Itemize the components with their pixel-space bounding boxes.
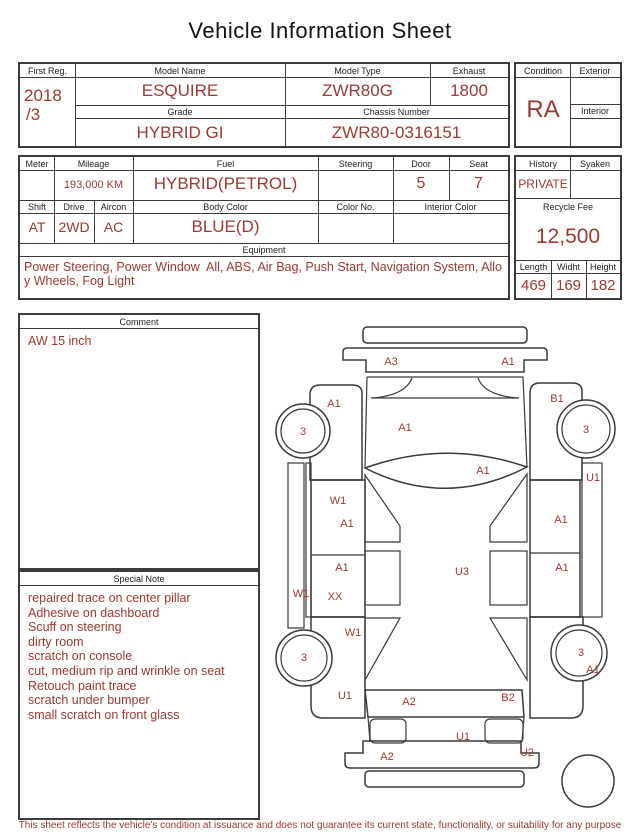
length-label: Length [519, 262, 548, 272]
left-d-pillar [365, 618, 400, 680]
height-value: 182 [590, 277, 616, 294]
page-title: Vehicle Information Sheet [188, 18, 452, 43]
mileage-label: Mileage [77, 159, 110, 169]
note-line: scratch on console [28, 649, 133, 664]
headlights [371, 378, 519, 398]
history-label: History [528, 159, 557, 169]
history-table [514, 155, 622, 300]
drive-value: 2WD [58, 219, 90, 235]
diagram-label-a1: A1 [476, 465, 490, 477]
special-note-label: Special Note [113, 574, 165, 584]
interior-label: Interior [580, 106, 609, 116]
left-roof-rail [365, 551, 400, 605]
note-line: Scuff on steering [28, 620, 122, 635]
drive-label: Drive [63, 202, 85, 212]
syaken-label: Syaken [579, 159, 611, 169]
diagram-label-u2: U2 [519, 747, 535, 759]
first-reg-month: /3 [26, 105, 41, 124]
note-line: repaired trace on center pillar [28, 591, 191, 605]
note-line: dirty room [28, 634, 84, 649]
interior-color-label: Interior Color [424, 202, 477, 212]
note-line: Adhesive on dashboard [28, 605, 160, 620]
seat-value: 7 [474, 175, 483, 192]
diagram-label-w1: W1 [344, 627, 362, 639]
note-line: Retouch paint trace [28, 678, 137, 693]
right-roof-rail [490, 551, 527, 605]
diagram-label-a1: A1 [555, 562, 569, 574]
exhaust-value: 1800 [450, 81, 488, 100]
diagram-label-3: 3 [299, 426, 307, 438]
exterior-label: Exterior [579, 66, 611, 76]
details-table [18, 155, 510, 300]
length-value: 469 [520, 277, 547, 294]
front-bumper [343, 348, 547, 372]
comment-box [18, 313, 260, 570]
mileage-value: 193,000 KM [63, 179, 124, 191]
recycle-fee-value: 12,500 [535, 225, 601, 248]
special-note-lines [28, 591, 225, 722]
model-type-label: Model Type [334, 66, 381, 76]
diagram-label-b1: B1 [550, 393, 564, 405]
right-sill [582, 463, 602, 617]
door-value: 5 [416, 175, 426, 192]
equipment-line2: y Wheels, Fog Light [24, 274, 135, 288]
fuel-value: HYBRID(PETROL) [153, 174, 298, 193]
diagram-label-u1: U1 [455, 731, 471, 743]
note-line: cut, medium rip and wrinkle on seat [28, 663, 225, 678]
diagram-label-a1: A1 [501, 356, 515, 368]
left-a-pillar [365, 475, 400, 542]
aircon-label: Aircon [100, 202, 127, 212]
model-type-value: ZWR80G [322, 81, 393, 100]
right-taillight [485, 719, 523, 743]
width-value: 169 [555, 277, 582, 294]
equipment-line1: Power Steering, Power Window All, ABS, Air Bag, Push Start, Navigation System, Allo [24, 260, 502, 274]
diagram-label-b2: B2 [501, 692, 515, 704]
diagram-labels [293, 356, 600, 763]
chassis-label: Chassis Number [363, 107, 430, 117]
condition-label: Condition [523, 66, 563, 76]
diagram-label-u1: U1 [585, 472, 601, 484]
model-name-value: ESQUIRE [141, 81, 219, 100]
door-label: Door [411, 159, 431, 169]
diagram-label-w1: W1 [292, 588, 310, 600]
diagram-label-a2: A2 [380, 751, 394, 763]
diagram-label-a1: A1 [554, 514, 568, 526]
note-line: scratch under bumper [28, 693, 150, 708]
diagram-label-a1: A1 [340, 518, 354, 530]
first-reg-year: 2018 [24, 86, 62, 105]
model-name-label: Model Name [154, 66, 206, 76]
meter-label: Meter [25, 159, 49, 169]
right-d-pillar [490, 618, 527, 680]
special-note-box [18, 570, 260, 820]
diagram-label-a1: A1 [586, 664, 600, 676]
left-sill-outer [288, 463, 304, 628]
color-no-label: Color No. [336, 202, 375, 212]
rear-window [365, 690, 524, 717]
shift-label: Shift [27, 202, 46, 212]
aircon-value: AC [103, 219, 124, 235]
diagram-label-u1: U1 [337, 690, 353, 702]
diagram-label-u3: U3 [454, 566, 470, 578]
steering-label: Steering [338, 159, 373, 169]
exhaust-label: Exhaust [452, 66, 486, 76]
diagram-label-xx: XX [327, 591, 343, 603]
body-color-value: BLUE(D) [191, 217, 260, 236]
note-line: AW 15 inch [28, 334, 92, 348]
diagram-label-a3: A3 [384, 356, 398, 368]
spare-wheel [562, 755, 614, 807]
left-taillight [370, 719, 406, 743]
windshield [365, 453, 527, 488]
comment-label: Comment [119, 317, 159, 327]
right-doors [530, 480, 580, 617]
tailgate [368, 717, 524, 742]
body-color-label: Body Color [203, 202, 248, 212]
rear-bumper [345, 741, 539, 768]
diagram-label-3: 3 [577, 647, 585, 659]
equipment-label: Equipment [242, 245, 286, 255]
disclaimer-text: This sheet reflects the vehicle's condition at issuance and does not guarantee its current state, functionality, or suitability for any purpose [18, 820, 622, 831]
height-label: Height [589, 262, 616, 272]
vehicle-info-table [18, 62, 510, 148]
car-diagram [266, 312, 640, 822]
width-label: Widht [556, 262, 580, 272]
diagram-label-a1: A1 [398, 422, 412, 434]
diagram-label-a1: A1 [335, 562, 349, 574]
right-a-pillar [490, 474, 527, 542]
diagram-label-w1: W1 [329, 495, 347, 507]
grade-label: Grade [167, 107, 193, 117]
condition-value: RA [526, 96, 560, 123]
rear-bumper-strip [365, 771, 524, 787]
history-value: PRIVATE [518, 177, 568, 191]
chassis-value: ZWR80-0316151 [331, 123, 462, 142]
fuel-label: Fuel [216, 159, 235, 169]
comment-lines [28, 334, 91, 349]
diagram-label-3: 3 [300, 652, 308, 664]
first-reg-label: First Reg. [27, 66, 67, 76]
recycle-fee-label: Recycle Fee [542, 202, 594, 212]
condition-table [514, 62, 622, 148]
diagram-label-3: 3 [582, 424, 590, 436]
seat-label: Seat [469, 159, 488, 169]
shift-value: AT [28, 219, 46, 235]
front-bumper-strip [363, 327, 527, 343]
note-line: small scratch on front glass [28, 707, 180, 722]
diagram-label-a1: A1 [327, 398, 341, 410]
diagram-label-a2: A2 [402, 696, 416, 708]
grade-value: HYBRID GI [136, 123, 224, 142]
